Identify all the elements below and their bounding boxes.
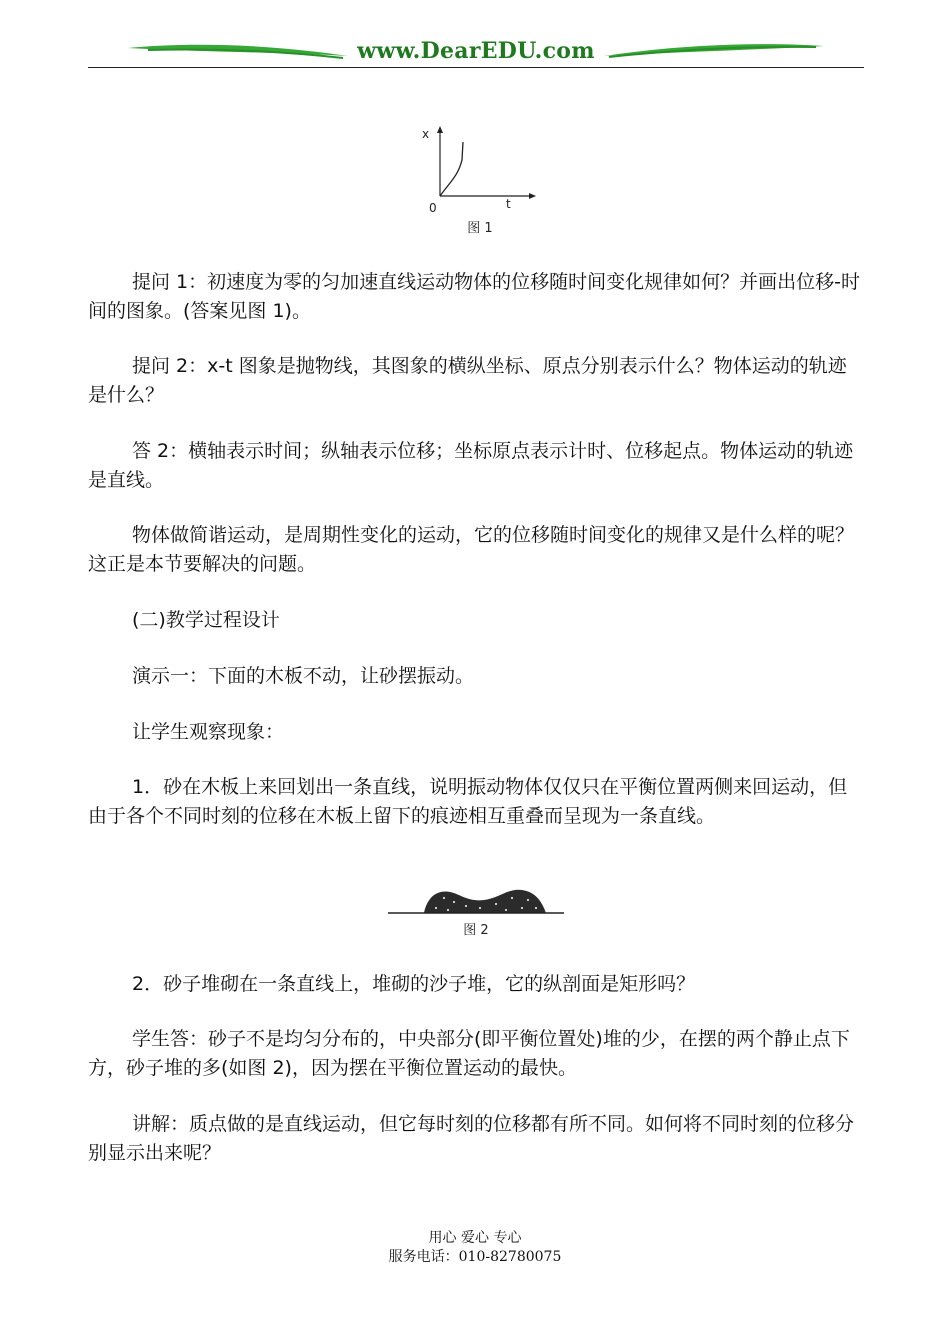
question-2: 提问 2：x-t 图象是抛物线，其图象的横纵坐标、原点分别表示什么？物体运动的轨迹是什么？ (88, 355, 847, 406)
x-axis-label: t (506, 197, 511, 211)
answer-2: 答 2：横轴表示时间；纵轴表示位移；坐标原点表示计时、位移起点。物体运动的轨迹是直线。 (88, 440, 854, 491)
sand-pile-shape (424, 890, 546, 913)
origin-label: 0 (429, 201, 437, 215)
site-logo-text: www.DearEDU.com (357, 38, 595, 64)
right-swoosh-icon (604, 40, 824, 62)
figure-1-caption: 图 1 (467, 221, 493, 236)
question-1: 提问 1：初速度为零的匀加速直线运动物体的位移随时间变化规律如何？并画出位移-时间的图象。(答案见图 1)。 (88, 271, 860, 322)
y-axis-label: x (422, 127, 430, 141)
explanation: 讲解：质点做的是直线运动，但它每时刻的位移都有所不同。如何将不同时刻的位移分别显示出来呢？ (88, 1113, 855, 1164)
observation-2: 2．砂子堆砌在一条直线上，堆砌的沙子堆，它的纵剖面是矩形吗？ (132, 973, 696, 995)
footer-phone: 服务电话：010-82780075 (388, 1249, 562, 1265)
observation-1: 1．砂在木板上来回划出一条直线，说明振动物体仅仅只在平衡位置两侧来回运动，但由于各个不同时刻的位移在木板上留下的痕迹相互重叠而呈现为一条直线。 (88, 776, 848, 827)
parabola-curve (440, 142, 463, 196)
x-axis-arrow-icon (529, 193, 536, 199)
figure-1-xt-graph (418, 124, 542, 216)
figure-2-caption: 图 2 (463, 923, 489, 938)
demo-1: 演示一：下面的木板不动，让砂摆振动。 (132, 665, 475, 687)
figure-2-sand-pile (388, 884, 564, 918)
student-answer: 学生答：砂子不是均匀分布的，中央部分(即平衡位置处)堆的少，在摆的两个静止点下方，砂子堆的多(如图 2)，因为摆在平衡位置运动的最快。 (88, 1028, 850, 1079)
page-header (88, 34, 864, 70)
footer-slogan: 用心 爱心 专心 (428, 1230, 522, 1246)
intro-paragraph: 物体做简谐运动，是周期性变化的运动，它的位移随时间变化的规律又是什么样的呢？这正是本节要解决的问题。 (88, 524, 855, 575)
observe-prompt: 让学生观察现象： (132, 721, 285, 743)
y-axis-arrow-icon (437, 126, 443, 133)
header-rule (88, 67, 864, 68)
section-heading: (二)教学过程设计 (132, 609, 280, 631)
page-footer (0, 1229, 950, 1267)
